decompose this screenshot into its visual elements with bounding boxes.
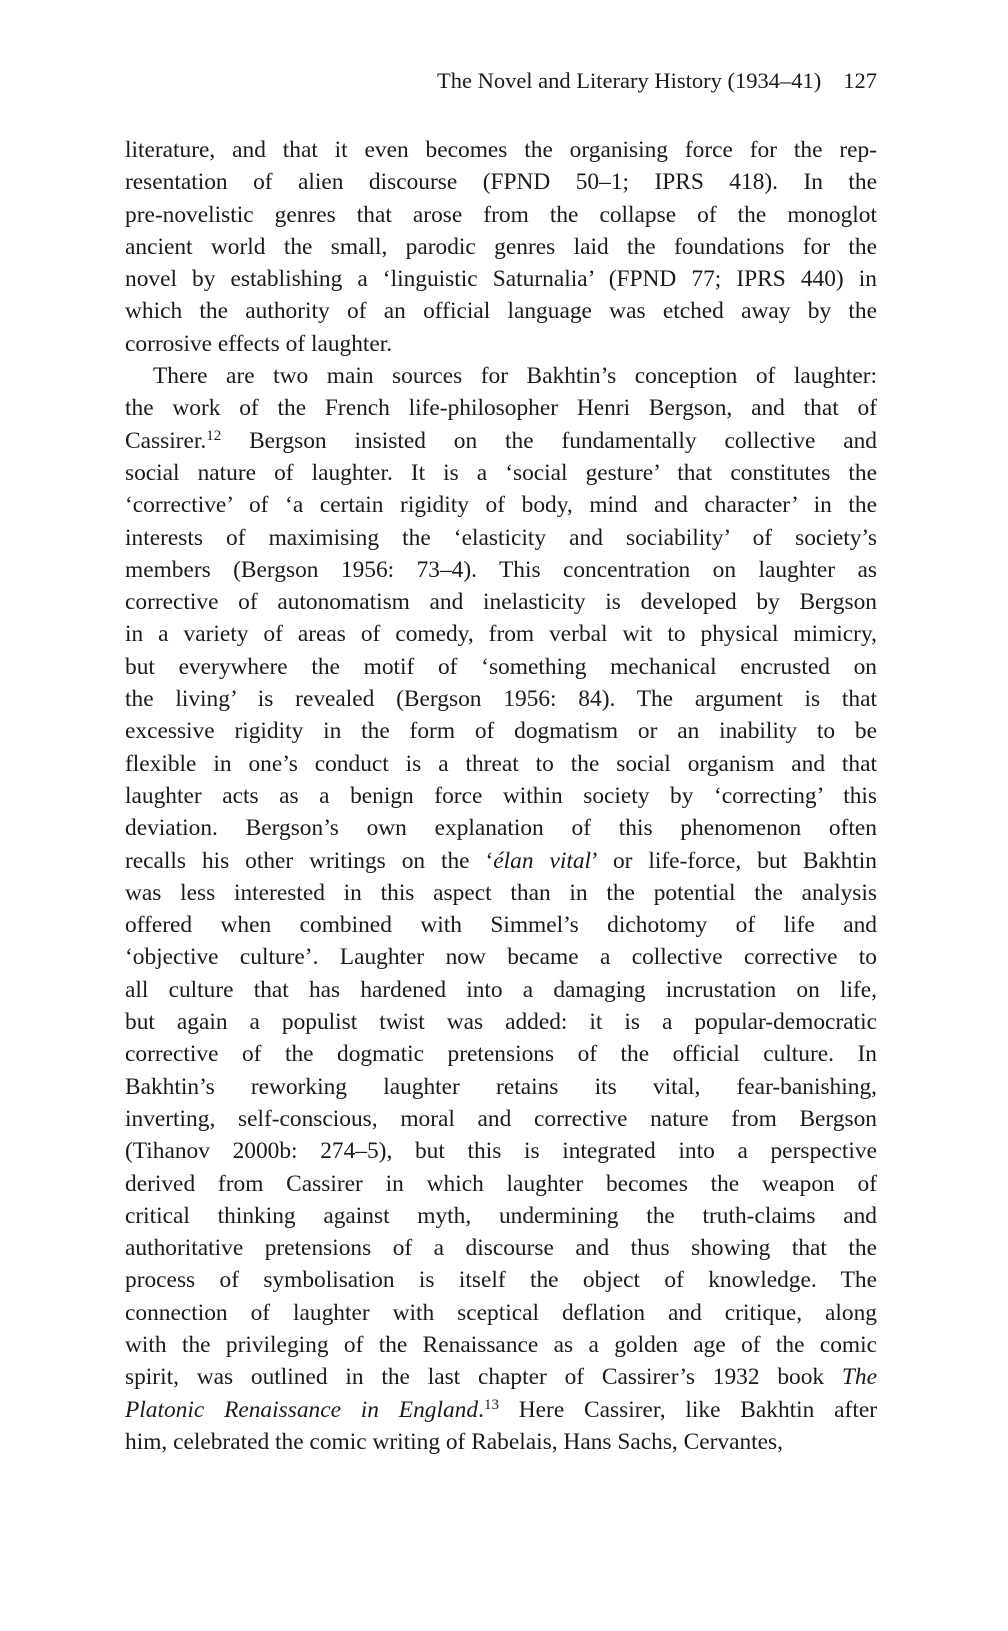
text-segment: members (Bergson 1956: 73–4). This concentration on laughter as xyxy=(125,556,877,583)
text-segment: (Tihanov 2000b: 274–5), but this is integrated into a perspective xyxy=(125,1138,877,1165)
page-number: 127 xyxy=(843,68,877,93)
text-line xyxy=(125,812,877,844)
text-segment: There are two main sources for Bakhtin’s conception of laughter: xyxy=(153,363,877,390)
text-line xyxy=(125,392,877,424)
text-segment: but again a populist twist was added: it is a popular-democratic xyxy=(125,1009,877,1036)
text-segment: but everywhere the motif of ‘something mechanical encrusted on xyxy=(125,653,877,680)
text-segment: spirit, was outlined in the last chapter of Cassirer’s 1932 book xyxy=(125,1364,842,1391)
text-line xyxy=(125,1006,877,1038)
text-line xyxy=(125,1135,877,1167)
text-line xyxy=(125,328,877,360)
italic-text: élan vital xyxy=(493,847,592,874)
text-line xyxy=(125,166,877,198)
text-segment: critical thinking against myth, undermining the truth-claims and xyxy=(125,1202,877,1229)
text-segment: ‘corrective’ of ‘a certain rigidity of body, mind and character’ in the xyxy=(125,492,877,519)
text-segment: which the authority of an official language was etched away by the xyxy=(125,298,877,325)
text-segment: deviation. Bergson’s own explanation of this phenomenon often xyxy=(125,815,877,842)
text-line xyxy=(125,586,877,618)
text-line xyxy=(125,1329,877,1361)
running-head xyxy=(125,66,877,96)
text-line xyxy=(125,1168,877,1200)
text-line xyxy=(125,457,877,489)
text-segment: him, celebrated the comic writing of Rabelais, Hans Sachs, Cervantes, xyxy=(125,1428,783,1455)
text-segment: ’ or life-force, but Bakhtin xyxy=(591,847,877,874)
text-segment: the living’ is revealed (Bergson 1956: 84). The argument is that xyxy=(125,686,877,713)
text-line xyxy=(125,909,877,941)
paragraph xyxy=(125,360,877,1458)
text-line xyxy=(125,1264,877,1296)
text-segment: the work of the French life-philosopher Henri Bergson, and that of xyxy=(125,395,877,422)
text-segment: social nature of laughter. It is a ‘social gesture’ that constitutes the xyxy=(125,459,877,486)
text-line xyxy=(125,715,877,747)
text-line xyxy=(125,360,877,392)
text-segment: resentation of alien discourse (FPND 50–1; IPRS 418). In the xyxy=(125,169,877,196)
footnote-marker: 13 xyxy=(483,1396,499,1413)
text-line xyxy=(125,425,877,457)
text-segment: with the privileging of the Renaissance as a golden age of the comic xyxy=(125,1331,877,1358)
text-segment: corrective of autonomatism and inelasticity is developed by Bergson xyxy=(125,589,877,616)
text-segment: corrective of the dogmatic pretensions of the official culture. In xyxy=(125,1041,877,1068)
text-line xyxy=(125,1426,877,1458)
text-line xyxy=(125,1200,877,1232)
text-segment: flexible in one’s conduct is a threat to the social organism and that xyxy=(125,750,877,777)
text-line xyxy=(125,780,877,812)
text-line xyxy=(125,1103,877,1135)
text-line xyxy=(125,1297,877,1329)
text-segment: recalls his other writings on the ‘ xyxy=(125,847,494,874)
text-line xyxy=(125,134,877,166)
text-segment: inverting, self-conscious, moral and corrective nature from Bergson xyxy=(125,1105,877,1132)
footnote-marker: 12 xyxy=(206,427,222,444)
text-segment: connection of laughter with sceptical deflation and critique, along xyxy=(125,1299,877,1326)
text-line xyxy=(125,618,877,650)
body-text xyxy=(125,134,877,1458)
running-head-title: The Novel and Literary History (1934–41) xyxy=(436,68,822,93)
text-segment: literature, and that it even becomes the organising force for the rep- xyxy=(125,137,877,163)
text-line xyxy=(125,489,877,521)
text-segment: Bergson insisted on the fundamentally collective and xyxy=(221,427,877,454)
italic-text: The xyxy=(841,1364,877,1391)
text-line xyxy=(125,941,877,973)
text-line xyxy=(125,199,877,231)
text-segment: in a variety of areas of comedy, from verbal wit to physical mimicry, xyxy=(125,621,877,648)
italic-text: Platonic Renaissance in England xyxy=(125,1396,479,1423)
text-segment: derived from Cassirer in which laughter becomes the weapon of xyxy=(125,1170,877,1197)
text-line xyxy=(125,1071,877,1103)
text-segment: Cassirer. xyxy=(125,427,207,454)
text-segment: . xyxy=(478,1396,484,1423)
text-segment: pre-novelistic genres that arose from the collapse of the monoglot xyxy=(125,201,877,228)
text-segment: ‘objective culture’. Laughter now became a collective corrective to xyxy=(125,944,877,971)
text-line xyxy=(125,522,877,554)
text-line xyxy=(125,263,877,295)
text-segment: Here Cassirer, like Bakhtin after xyxy=(498,1396,877,1423)
text-segment: authoritative pretensions of a discourse and thus showing that the xyxy=(125,1235,877,1262)
text-line xyxy=(125,877,877,909)
text-segment: offered when combined with Simmel’s dichotomy of life and xyxy=(125,912,877,939)
text-segment: laughter acts as a benign force within society by ‘correcting’ this xyxy=(125,782,877,809)
text-line xyxy=(125,748,877,780)
text-segment: process of symbolisation is itself the object of knowledge. The xyxy=(125,1267,877,1294)
text-segment: all culture that has hardened into a damaging incrustation on life, xyxy=(125,976,877,1003)
text-line xyxy=(125,1232,877,1264)
text-segment: interests of maximising the ‘elasticity and sociability’ of society’s xyxy=(125,524,877,551)
text-segment: novel by establishing a ‘linguistic Saturnalia’ (FPND 77; IPRS 440) in xyxy=(125,266,877,293)
text-line xyxy=(125,1361,877,1393)
text-segment: excessive rigidity in the form of dogmatism or an inability to be xyxy=(125,718,877,745)
text-line xyxy=(125,651,877,683)
text-line xyxy=(125,974,877,1006)
paragraph xyxy=(125,134,877,360)
text-line xyxy=(125,1038,877,1070)
text-line xyxy=(125,231,877,263)
text-line xyxy=(125,554,877,586)
text-line xyxy=(125,1394,877,1426)
text-segment: corrosive effects of laughter. xyxy=(125,330,393,357)
text-segment: Bakhtin’s reworking laughter retains its vital, fear-banishing, xyxy=(125,1073,877,1100)
text-segment: was less interested in this aspect than in the potential the analysis xyxy=(125,879,877,906)
text-line xyxy=(125,845,877,877)
text-segment: ancient world the small, parodic genres laid the foundations for the xyxy=(125,233,877,260)
text-line xyxy=(125,295,877,327)
text-line xyxy=(125,683,877,715)
